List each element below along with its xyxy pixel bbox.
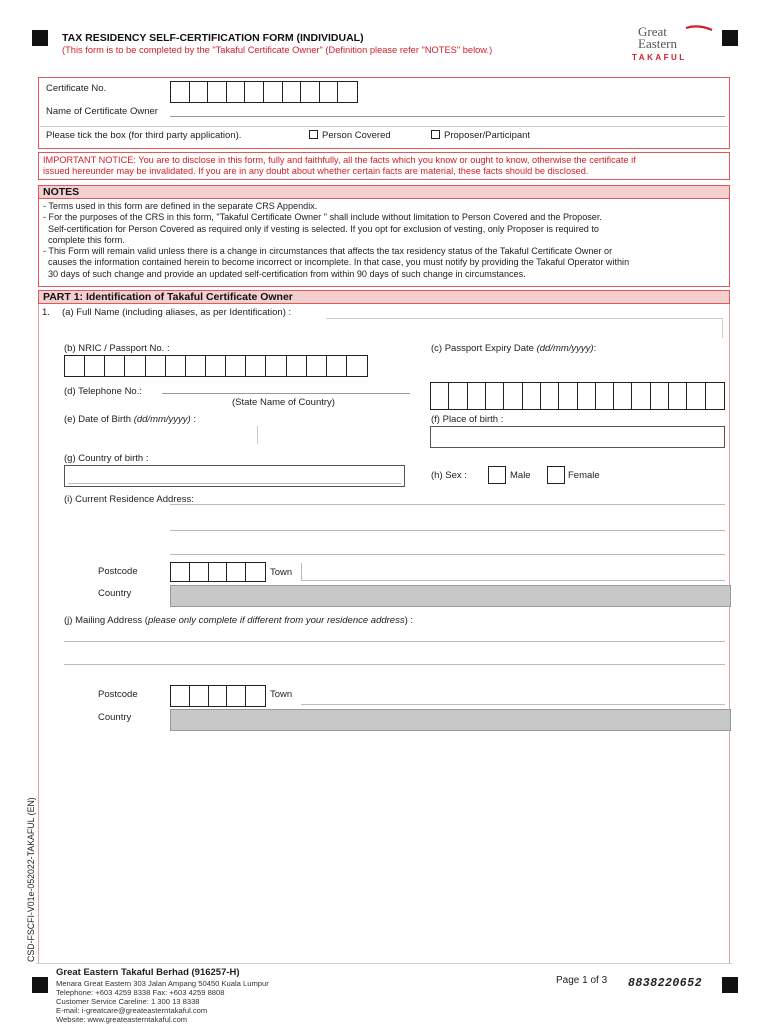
notes-line: - This Form will remain valid unless there is a change in circumstances that affects the tax residency status of the Takaful Certificate Owner or [43,246,613,257]
page-number: Page 1 of 3 [556,975,608,986]
nric-input[interactable] [64,355,368,377]
divider [68,483,401,484]
owner-name-label: Name of Certificate Owner [46,106,158,117]
divider [301,563,302,581]
residence-address-input-line-2[interactable] [170,530,725,531]
part1-header: PART 1: Identification of Takaful Certificate Owner [38,290,730,304]
mailing-town-input[interactable] [301,704,725,705]
town-label: Town [270,567,293,578]
residence-address-input-line-1[interactable] [170,504,725,505]
full-name-input[interactable] [326,318,722,319]
passport-expiry-input[interactable] [430,382,725,410]
divider [722,318,723,338]
notes-line: - Terms used in this form are defined in the separate CRS Appendix. [43,201,318,211]
mailing-address-input-line-2[interactable] [64,664,725,665]
male-checkbox[interactable] [488,466,506,484]
owner-name-input[interactable] [170,116,725,117]
telephone-label: (d) Telephone No.: [64,386,142,397]
certificate-no-input[interactable] [170,81,358,103]
corner-marker-bottom-left [32,977,48,993]
postcode-label: Postcode [98,689,138,700]
residence-address-label: (i) Current Residence Address: [64,494,194,505]
form-title: TAX RESIDENCY SELF-CERTIFICATION FORM (INDIVIDUAL) [62,32,364,44]
dob-label: (e) Date of Birth (dd/mm/yyyy) : [64,414,196,425]
residence-address-input-line-3[interactable] [170,554,725,555]
divider [40,126,728,127]
female-label: Female [568,470,600,481]
footer-company: Great Eastern Takaful Berhad (916257-H) [56,967,240,978]
notes-text [43,201,629,280]
country-of-birth-label: (g) Country of birth : [64,453,149,464]
nric-label: (b) NRIC / Passport No. : [64,343,170,354]
notice-line-2: issued hereunder may be invalidated. If you are in any doubt about whether certain facts are material, these facts should be disclosed. [43,166,589,176]
divider [36,963,732,964]
town-input[interactable] [301,580,725,581]
country-label: Country [98,712,132,723]
notes-line: - For the purposes of the CRS in this form, "Takaful Certificate Owner " shall include without limitation to Person Covered and the Proposer. [43,212,602,223]
footer-contact: Menara Great Eastern 303 Jalan Ampang 50450 Kuala Lumpur Telephone: +603 4259 8338 Fax: +603 4259 8808 Customer Service Careline: 1 300 13 8338 E-mail: i-greatcare@greateasterntakaful.com Website: www.greateasterntakaful.com [56,979,269,1024]
mailing-address-label: (j) Mailing Address (please only complete if different from your residence address) : [64,615,414,626]
country-label: Country [98,588,132,599]
corner-marker-top-right [722,30,738,46]
person-covered-checkbox[interactable] [309,130,318,139]
notes-line: causes the information contained herein to become incorrect or incomplete. In that case, you must notify by providing the Takaful Operator within [48,257,630,268]
state-country-caption: (State Name of Country) [232,397,335,408]
mailing-postcode-input[interactable] [170,685,266,707]
notes-line: 30 days of such change and provide an updated self-certification from within 90 days of such change in circumstances. [48,268,526,279]
sex-label: (h) Sex : [431,470,467,481]
male-label: Male [510,470,531,481]
mailing-address-input-line-1[interactable] [64,641,725,642]
postcode-input[interactable] [170,562,266,582]
barcode-number: 8838220652 [628,977,703,990]
passport-expiry-label: (c) Passport Expiry Date (dd/mm/yyyy): [431,343,597,354]
person-covered-option[interactable]: Person Covered [309,130,391,141]
postcode-label: Postcode [98,566,138,577]
place-of-birth-input[interactable] [430,426,725,448]
town-label: Town [270,689,293,700]
notice-line-1: IMPORTANT NOTICE: You are to disclose in this form, fully and faithfully, all the facts which you know or ought to know, otherwise the certificate if [43,155,636,165]
place-of-birth-label: (f) Place of birth : [431,414,504,425]
corner-marker-top-left [32,30,48,46]
proposer-option[interactable]: Proposer/Participant [431,130,530,141]
country-input[interactable] [170,585,731,607]
female-checkbox[interactable] [547,466,565,484]
notes-line: Self-certification for Person Covered as required only if vesting is selected. If you opt for exclusion of vesting, only Proposer is required to [48,223,599,234]
dob-input[interactable] [257,426,258,444]
mailing-country-input[interactable] [170,709,731,731]
corner-marker-bottom-right [722,977,738,993]
notes-line: complete this form. [48,234,125,245]
full-name-label: (a) Full Name (including aliases, as per Identification) : [62,307,292,318]
tick-prompt-label: Please tick the box (for third party application). [46,130,242,141]
form-code-vertical: CSD-FSCFI-V01e-052022-TAKAFUL (EN) [26,797,36,962]
notes-header: NOTES [38,185,730,199]
form-subtitle: (This form is to be completed by the "Takaful Certificate Owner" (Definition please refer "NOTES" below.) [62,45,493,55]
item-number: 1. [42,307,50,318]
telephone-input[interactable] [162,393,410,394]
great-eastern-logo: Great Eastern TAKAFUL [628,22,718,68]
certificate-no-label: Certificate No. [46,83,107,94]
proposer-checkbox[interactable] [431,130,440,139]
